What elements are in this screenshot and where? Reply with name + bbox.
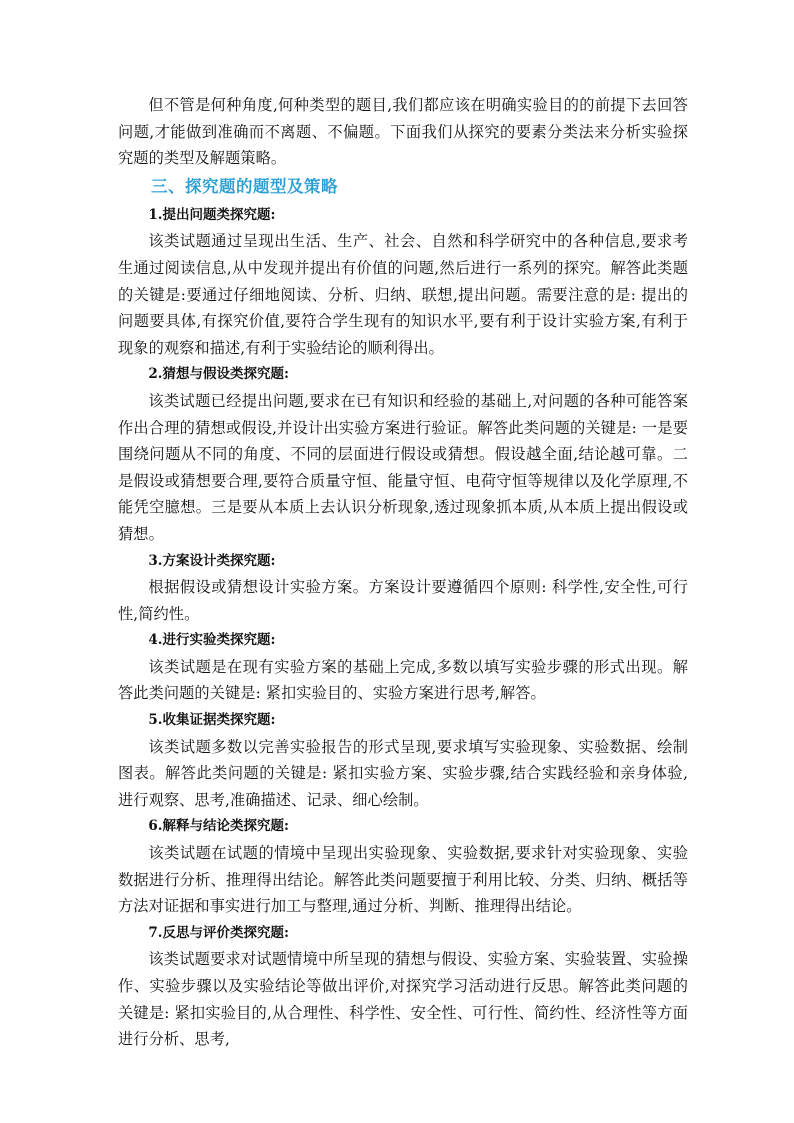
item-body-7: 该类试题要求对试题情境中所呈现的猜想与假设、实验方案、实验装置、实验操作、实验步骤以及实验结论等做出评价,对探究学习活动进行反思。解答此类问题的关键是: 紧扣实验目的,从合理性、科学性、安全性、可行性、简约性、经济性等方面进行分析、思考, — [118, 950, 688, 1049]
item-body-5: 该类试题多数以完善实验报告的形式呈现,要求填写实验现象、实验数据、绘制图表。解答此类问题的关键是: 紧扣实验方案、实验步骤,结合实践经验和亲身体验,进行观察、思考,准确描述、记录、细心绘制。 — [118, 737, 688, 809]
item-heading-1: 1.提出问题类探究题: — [148, 206, 276, 223]
intro-paragraph: 但不管是何种角度,何种类型的题目,我们都应该在明确实验目的的前提下去回答问题,才能做到准确而不离题、不偏题。下面我们从探究的要素分类法来分析实验探究题的类型及解题策略。 — [118, 96, 688, 168]
item-body-4: 该类试题是在现有实验方案的基础上完成,多数以填写实验步骤的形式出现。解答此类问题的关键是: 紧扣实验目的、实验方案进行思考,解答。 — [118, 657, 688, 703]
document-page — [118, 92, 688, 1053]
item-heading-2: 2.猜想与假设类探究题: — [148, 366, 289, 383]
item-body-3: 根据假设或猜想设计实验方案。方案设计要遵循四个原则: 科学性,安全性,可行性,简约性。 — [118, 578, 688, 623]
item-heading-5: 5.收集证据类探究题: — [148, 712, 276, 729]
item-heading-6: 6.解释与结论类探究题: — [148, 818, 289, 835]
item-heading-3: 3.方案设计类探究题: — [148, 552, 276, 569]
item-body-2: 该类试题已经提出问题,要求在已有知识和经验的基础上,对问题的各种可能答案作出合理的猜想或假设,并设计出实验方案进行验证。解答此类问题的关键是: 一是要围绕问题从不同的角度、不同的层面进行假设或猜想。假设越全面,结论越可靠。二是假设或猜想要合理,要符合质量守恒、能量守恒、电荷守恒等规律以及化学原理,不能凭空臆想。三是要从本质上去认识分析现象,透过现象抓本质,从本质上提出假设或猜想。 — [118, 391, 688, 543]
section-title: 三、探究题的题型及策略 — [151, 176, 338, 196]
item-heading-7: 7.反思与评价类探究题: — [148, 924, 289, 941]
item-body-1: 该类试题通过呈现出生活、生产、社会、自然和科学研究中的各种信息,要求考生通过阅读信息,从中发现并提出有价值的问题,然后进行一系列的探究。解答此类题的关键是:要通过仔细地阅读、分析、归纳、联想,提出问题。需要注意的是: 提出的问题要具体,有探究价值,要符合学生现有的知识水平,要有利于设计实验方案,有利于现象的观察和描述,有利于实验结论的顺利得出。 — [118, 232, 688, 357]
item-heading-4: 4.进行实验类探究题: — [148, 632, 276, 649]
item-body-6: 该类试题在试题的情境中呈现出实验现象、实验数据,要求针对实验现象、实验数据进行分析、推理得出结论。解答此类问题要擅于利用比较、分类、归纳、概括等方法对证据和事实进行加工与整理,通过分析、判断、推理得出结论。 — [118, 844, 688, 916]
